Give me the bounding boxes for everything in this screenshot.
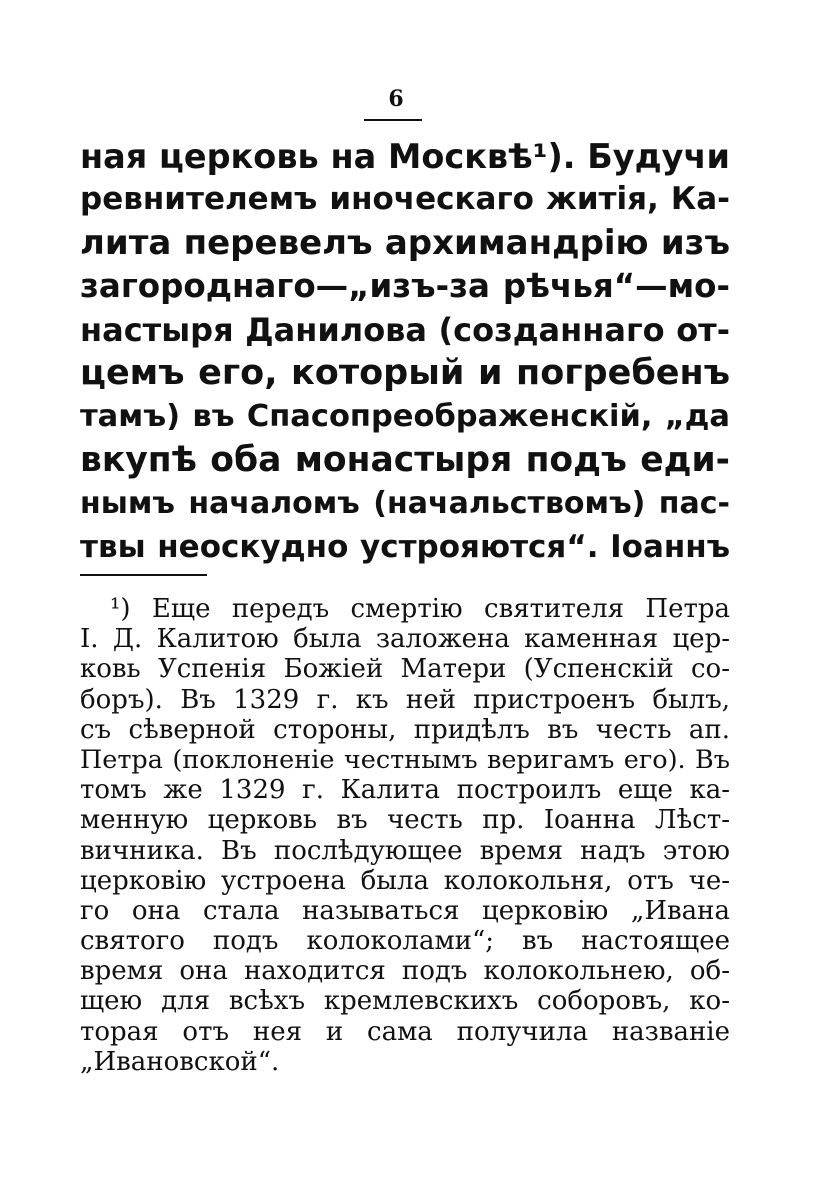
main-text-line: загороднаго—„изъ-за рѣчья“—мо-	[80, 267, 730, 306]
footnote-line: щею для всѣхъ кремлевскихъ соборовъ, ко-	[80, 986, 730, 1017]
main-text-block	[80, 135, 730, 569]
main-text-line: нымъ началомъ (начальствомъ) пас-	[80, 486, 730, 522]
footnote-line: томъ же 1329 г. Калита построилъ еще ка-	[80, 775, 730, 806]
footnote-line: І. Д. Калитою была заложена каменная цер-	[80, 624, 730, 655]
page-number-underline	[364, 119, 422, 121]
main-text-line: цемъ его, который и погребенъ	[80, 352, 730, 393]
footnote-block	[80, 594, 730, 1077]
footnote-line: святого подъ колоколами“; въ настоящее	[80, 926, 730, 957]
footnote-line: ¹) Еще передъ смертію святителя Петра	[110, 594, 730, 624]
main-text-line: ная церковь на Москвѣ¹). Будучи	[80, 137, 730, 176]
footnote-line: боръ). Въ 1329 г. къ ней пристроенъ былъ,	[80, 684, 730, 715]
footnote-line: торая отъ нея и сама получила названіе	[80, 1016, 730, 1047]
footnote-line: вичника. Въ послѣдующее время надъ этою	[80, 835, 730, 866]
footnote-line: время она находится подъ колокольнею, об-	[80, 956, 730, 987]
footnote-line: ковь Успенія Божіей Матери (Успенскій со-	[80, 654, 730, 685]
footnote-line: церковію устроена была колокольня, отъ че-	[80, 865, 730, 896]
main-text-line: лита перевелъ архимандрію изъ	[80, 222, 730, 263]
footnote-line: Петра (поклоненіе честнымъ веригамъ его). Въ	[80, 744, 730, 775]
footnote-separator	[80, 574, 207, 576]
main-text-line: ревнителемъ иноческаго житія, Ка-	[80, 181, 730, 218]
footnote-line: „Ивановской“.	[80, 1046, 280, 1077]
page-number: 6	[388, 86, 404, 112]
main-text-line: вкупѣ оба монастыря подъ еди-	[80, 439, 730, 480]
footnote-line: го она стала называться церковію „Ивана	[80, 895, 730, 926]
main-text-line: твы неоскудно устрояются“. Іоаннъ	[80, 528, 730, 565]
main-text-line: настыря Данилова (созданнаго от-	[80, 310, 730, 349]
footnote-line: съ сѣверной стороны, придѣлъ въ честь ап.	[80, 714, 730, 745]
footnote-line: менную церковь въ честь пр. Іоанна Лѣст-	[80, 805, 730, 836]
main-text-line: тамъ) въ Спасопреображенскій, „да	[80, 399, 730, 435]
